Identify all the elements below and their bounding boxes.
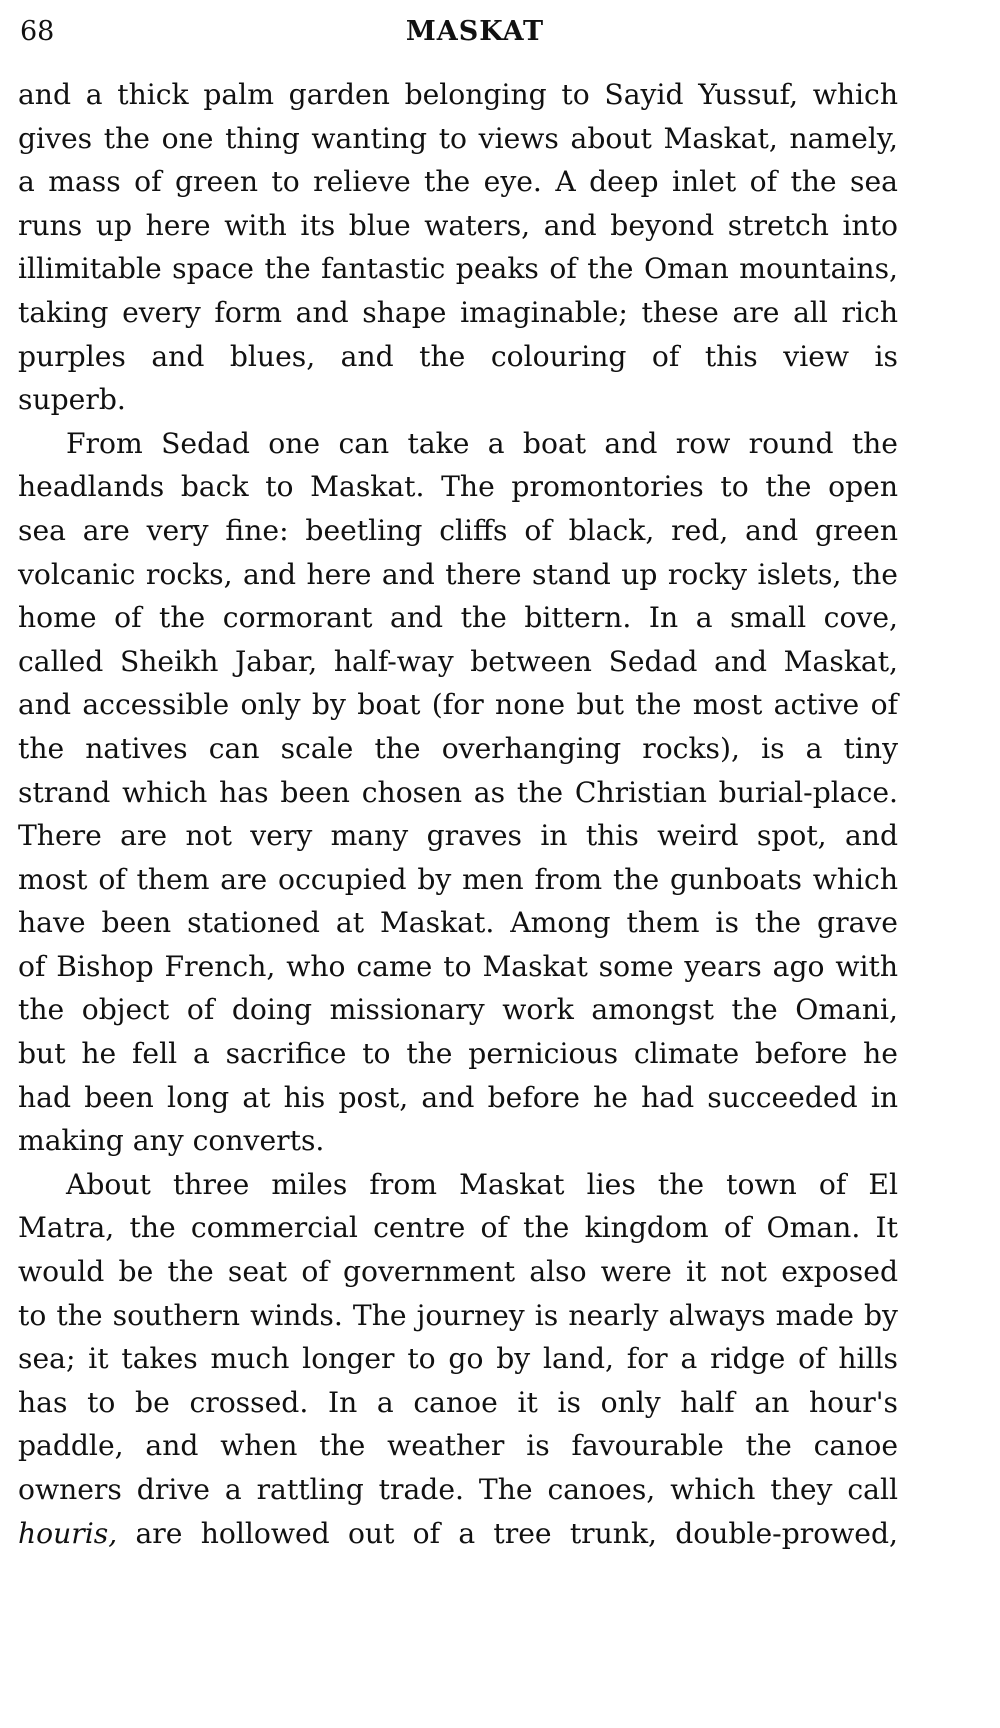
text-line: most of them are occupied by men from the gunboats which [18,862,898,896]
text-line: the object of doing missionary work amongst the Omani, [18,993,898,1027]
text-line: but he fell a sacrifice to the pernicious climate before he [18,1037,898,1071]
text-line: owners drive a rattling trade. The canoes, which they call [18,1473,898,1506]
final-line-rest: are hollowed out of a tree trunk, double-prowed, [117,1516,898,1550]
text-line: home of the cormorant and the bittern. In a small cove, [18,601,898,635]
text-line: called Sheikh Jabar, half-way between Sedad and Maskat, [18,644,898,678]
text-line: the natives can scale the overhanging rocks), is a tiny [18,731,898,765]
italic-word: houris, [18,1516,118,1550]
text-line: purples and blues, and the colouring of this view is [18,339,898,373]
text-line: gives the one thing wanting to views about Maskat, namely, [18,121,898,155]
text-line: and a thick palm garden belonging to Sayid Yussuf, which [18,78,898,111]
text-line: taking every form and shape imaginable; these are all rich [18,295,898,329]
text-line: sea; it takes much longer to go by land, for a ridge of hills [18,1342,898,1376]
text-line: runs up here with its blue waters, and beyond stretch into [18,208,898,242]
page-number: 68 [20,16,55,47]
text-line: of Bishop French, who came to Maskat some years ago with [18,949,898,983]
text-line: has to be crossed. In a canoe it is only half an hour's [18,1385,898,1419]
text-line: a mass of green to relieve the eye. A deep inlet of the sea [18,165,898,199]
text-line: would be the seat of government also were it not exposed [18,1255,898,1289]
body-text [18,73,898,1555]
text-line: illimitable space the fantastic peaks of the Oman mountains, [18,252,898,286]
text-line: superb. [18,383,126,417]
text-line: paddle, and when the weather is favourable the canoe [18,1429,898,1463]
text-line: had been long at his post, and before he had succeeded in [18,1080,898,1114]
text-line: making any converts. [18,1124,325,1158]
text-line: Matra, the commercial centre of the kingdom of Oman. It [18,1211,898,1245]
text-line: sea are very fine: beetling cliffs of black, red, and green [18,513,898,547]
running-head [20,12,900,52]
text-line: to the southern winds. The journey is nearly always made by [18,1298,898,1332]
text-line-final [18,1512,898,1556]
text-line: From Sedad one can take a boat and row round the [66,426,898,460]
text-line: There are not very many graves in this weird spot, and [18,819,898,853]
text-line: strand which has been chosen as the Christian burial-place. [18,775,898,809]
text-line: headlands back to Maskat. The promontories to the open [18,470,898,504]
text-line: have been stationed at Maskat. Among them is the grave [18,906,898,940]
running-title: MASKAT [405,16,545,47]
text-line: About three miles from Maskat lies the town of El [66,1167,898,1201]
text-line: volcanic rocks, and here and there stand up rocky islets, the [18,557,898,591]
text-line: and accessible only by boat (for none but the most active of [18,688,898,722]
